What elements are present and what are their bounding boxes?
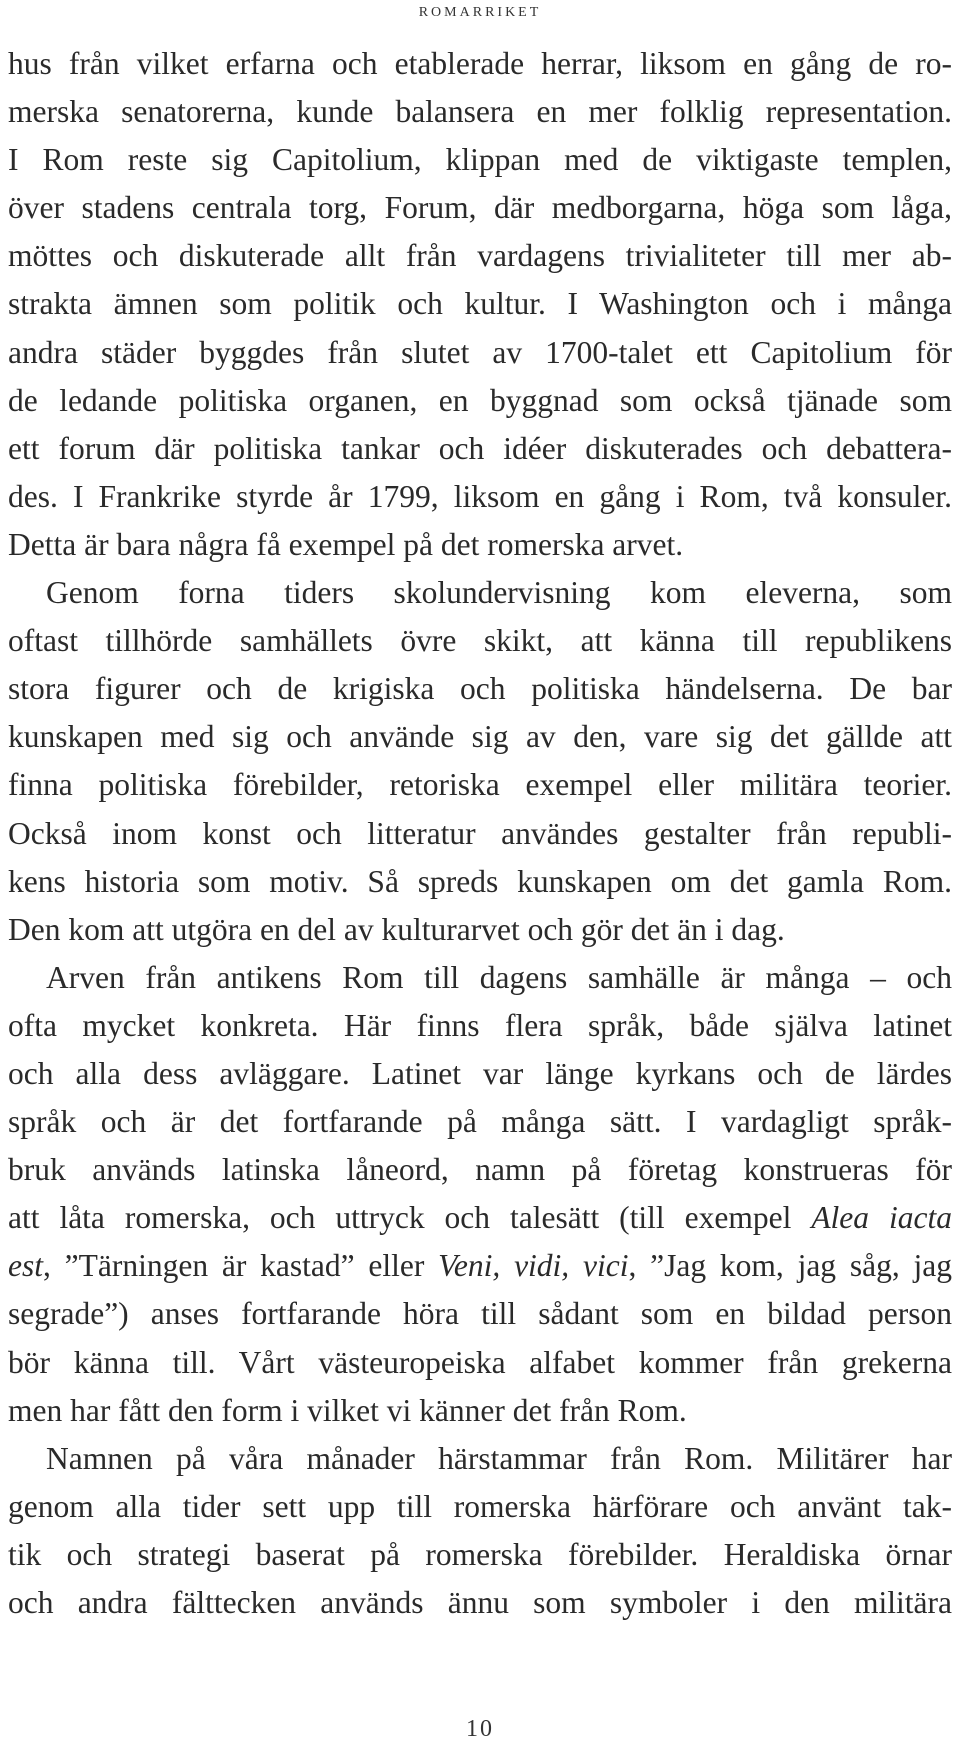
text-line: Den kom att utgöra en del av kulturarvet och gör det än i dag. bbox=[8, 911, 785, 947]
text-line: bör känna till. Vårt västeuropeiska alfabet kommer från grekerna bbox=[8, 1344, 952, 1380]
text-line: est, ”Tärningen är kastad” eller Veni, vidi, vici, ”Jag kom, jag såg, jag bbox=[8, 1248, 952, 1284]
text-line: språk och är det fortfarande på många sätt. I vardagligt språk- bbox=[8, 1104, 952, 1140]
text-line: tik och strategi baserat på romerska förebilder. Heraldiska örnar bbox=[8, 1536, 952, 1572]
text-line: andra städer byggdes från slutet av 1700-talet ett Capitolium för bbox=[8, 334, 952, 370]
text-line: Namnen på våra månader härstammar från Rom. Militärer har bbox=[46, 1440, 952, 1476]
page-number: 10 bbox=[466, 1716, 494, 1742]
text-line: segrade”) anses fortfarande höra till sådant som en bildad person bbox=[8, 1296, 952, 1332]
text-line: och andra fälttecken används ännu som symboler i den militära bbox=[8, 1585, 952, 1620]
text-line: strakta ämnen som politik och kultur. I Washington och i många bbox=[8, 286, 952, 322]
text-line: att låta romerska, och uttryck och talesätt (till exempel Alea iacta bbox=[8, 1200, 952, 1236]
text-line: I Rom reste sig Capitolium, klippan med de viktigaste templen, bbox=[8, 142, 952, 178]
text-line: Också inom konst och litteratur användes gestalter från republi- bbox=[8, 815, 952, 851]
text-line: finna politiska förebilder, retoriska exempel eller militära teorier. bbox=[8, 767, 952, 803]
text-line: Arven från antikens Rom till dagens samhälle är många – och bbox=[46, 959, 952, 995]
text-line: stora figurer och de krigiska och politiska händelserna. De bar bbox=[8, 671, 952, 707]
text-line: Genom forna tiders skolundervisning kom eleverna, som bbox=[46, 575, 952, 611]
text-line: de ledande politiska organen, en byggnad som också tjänade som bbox=[8, 382, 952, 418]
text-line: möttes och diskuterade allt från vardagens trivialiteter till mer ab- bbox=[8, 238, 952, 274]
running-header: romarriket bbox=[418, 0, 542, 21]
text-line: ett forum där politiska tankar och idéer diskuterades och debattera- bbox=[8, 430, 952, 466]
text-line: och alla dess avläggare. Latinet var länge kyrkans och de lärdes bbox=[8, 1055, 952, 1091]
text-line: ofta mycket konkreta. Här finns flera språk, både själva latinet bbox=[8, 1007, 952, 1043]
text-line: hus från vilket erfarna och etablerade herrar, liksom en gång de ro- bbox=[8, 46, 952, 81]
text-line: oftast tillhörde samhällets övre skikt, att känna till republikens bbox=[8, 623, 952, 659]
body-text bbox=[8, 40, 952, 1627]
text-line: merska senatorerna, kunde balansera en mer folklig representation. bbox=[8, 94, 952, 130]
text-line: Detta är bara några få exempel på det romerska arvet. bbox=[8, 526, 684, 562]
text-line: des. I Frankrike styrde år 1799, liksom en gång i Rom, två konsuler. bbox=[8, 478, 952, 514]
text-line: kunskapen med sig och använde sig av den, vare sig det gällde att bbox=[8, 719, 952, 755]
text-line: men har fått den form i vilket vi känner det från Rom. bbox=[8, 1392, 687, 1428]
text-line: bruk används latinska låneord, namn på företag konstrueras för bbox=[8, 1152, 952, 1188]
text-line: genom alla tider sett upp till romerska härförare och använt tak- bbox=[8, 1488, 952, 1524]
text-line: över stadens centrala torg, Forum, där medborgarna, höga som låga, bbox=[8, 190, 952, 226]
text-line: kens historia som motiv. Så spreds kunskapen om det gamla Rom. bbox=[8, 863, 952, 899]
